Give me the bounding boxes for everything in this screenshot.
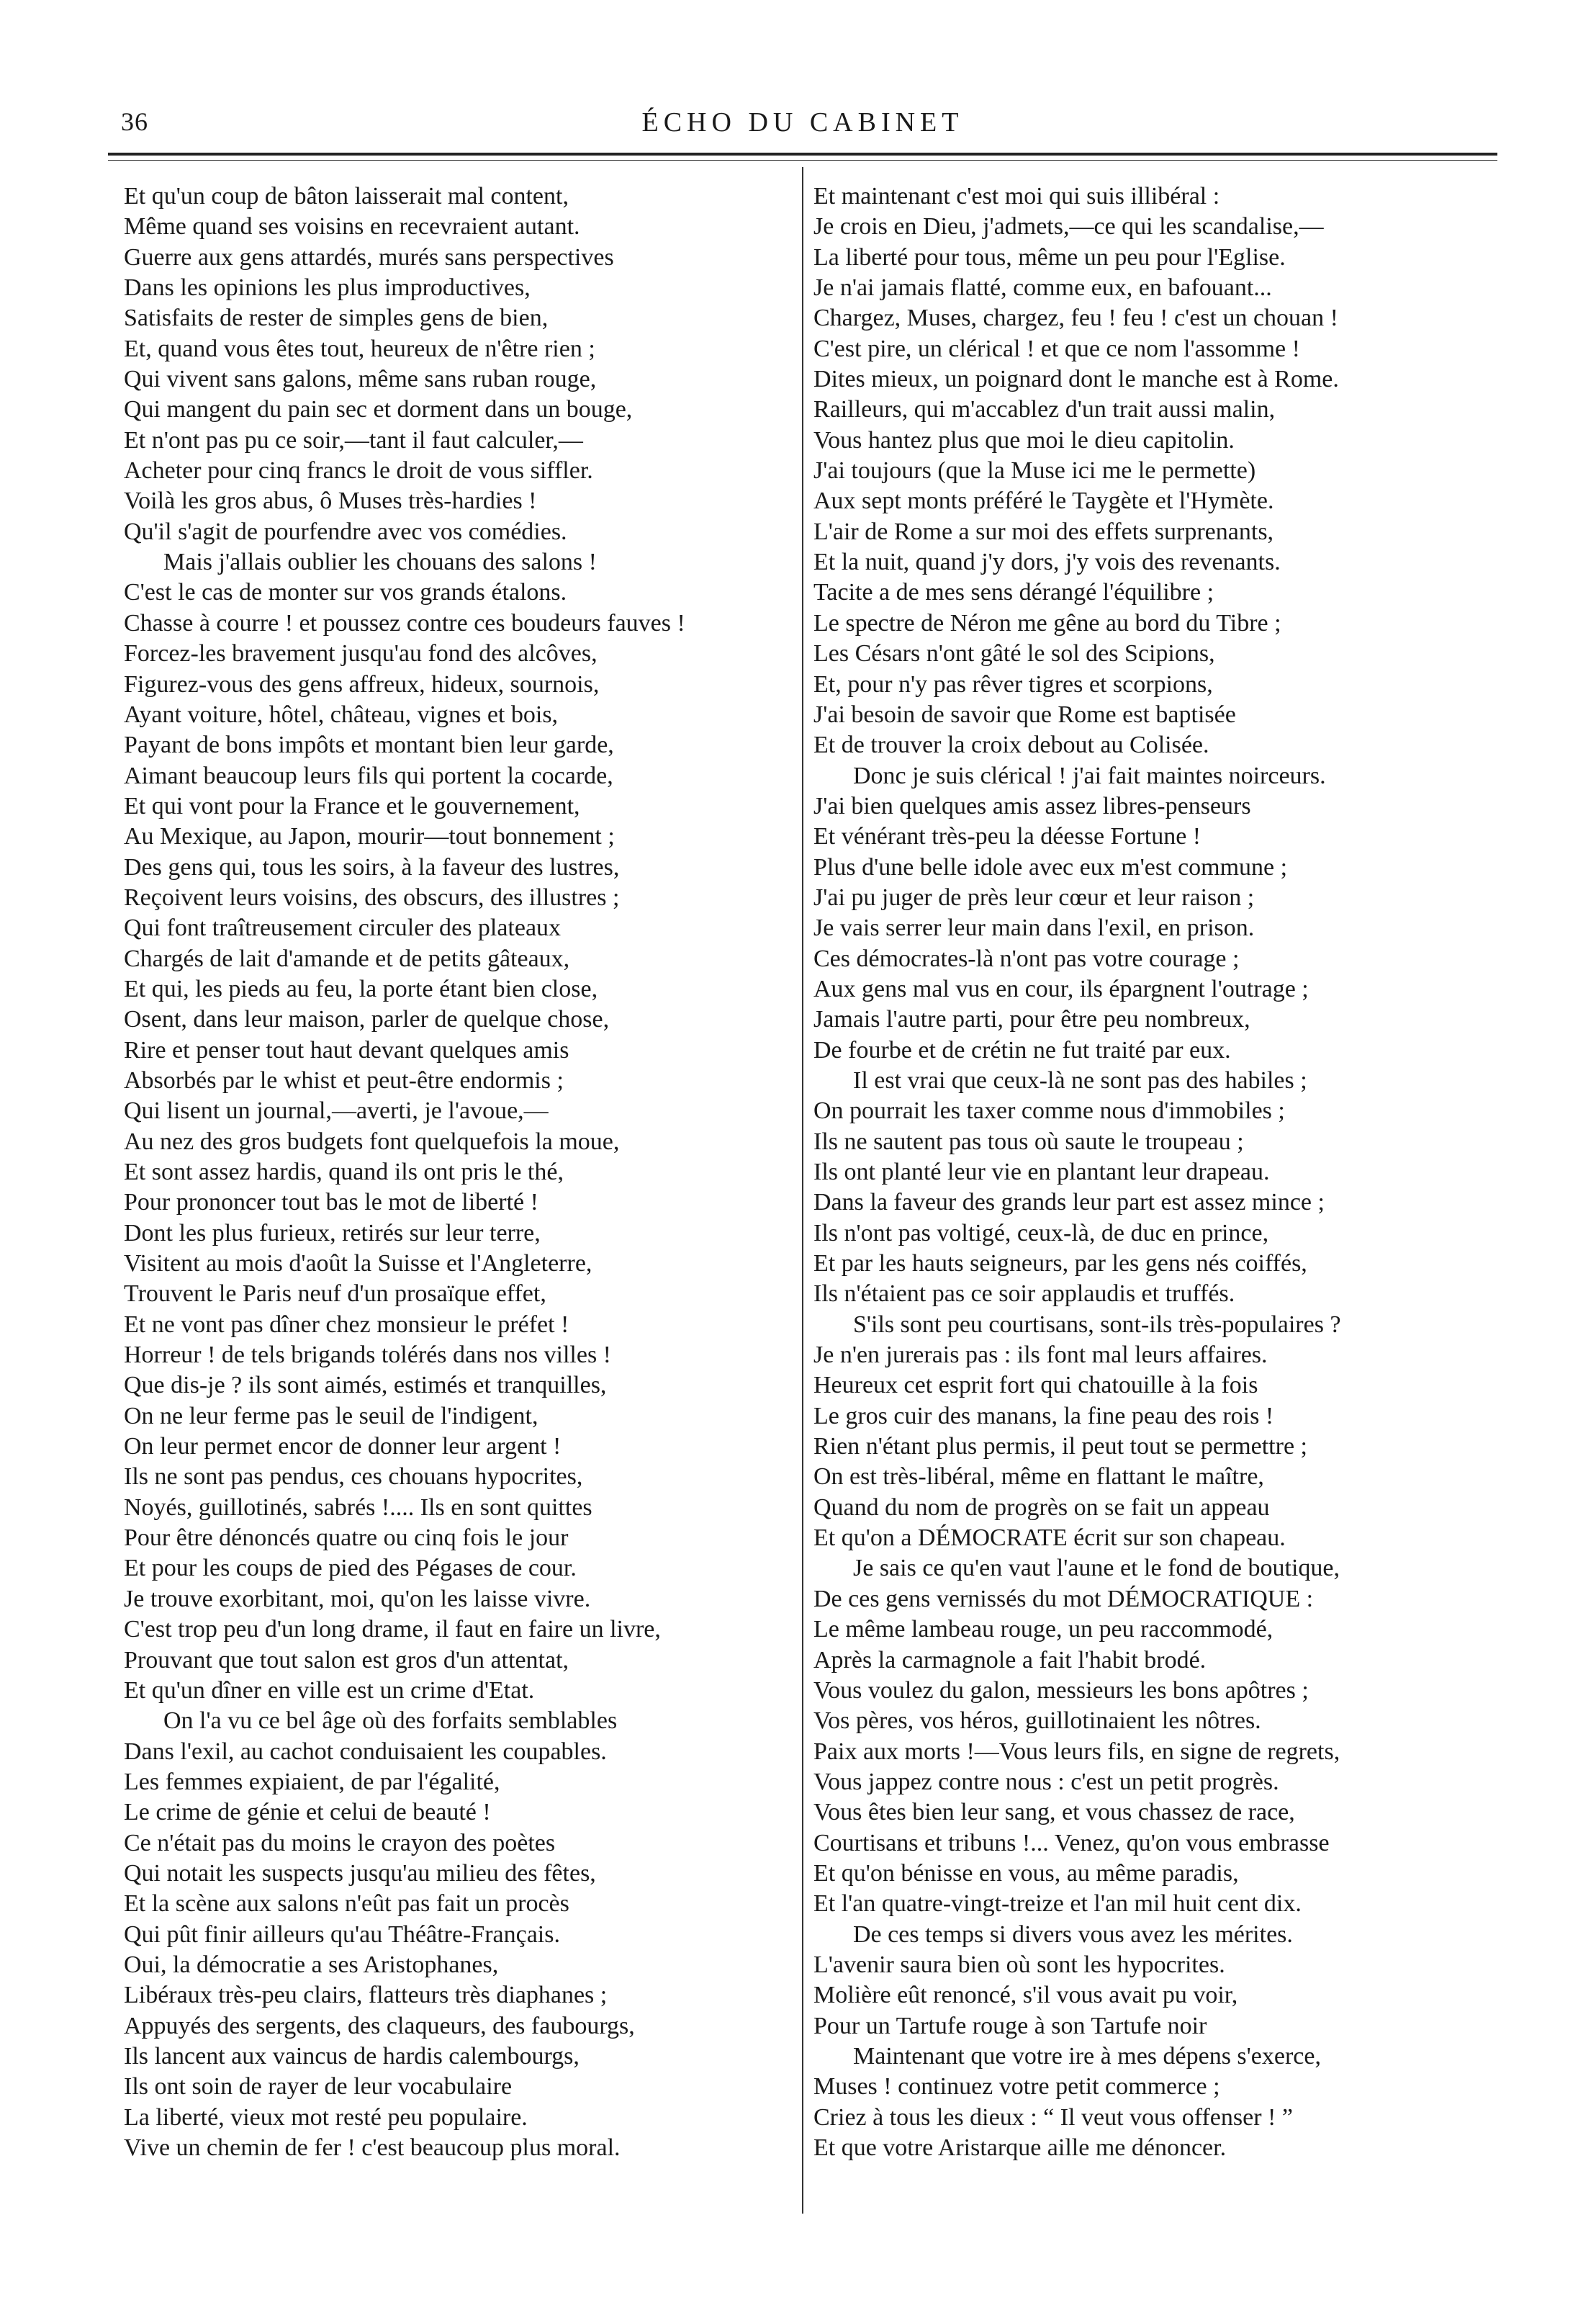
verse-line: Chasse à courre ! et poussez contre ces boudeurs fauves ! [124, 609, 685, 637]
verse-line: Et qu'on bénisse en vous, au même paradis, [813, 1859, 1239, 1887]
verse-line: Et n'ont pas pu ce soir,—tant il faut calculer,— [124, 426, 583, 454]
verse-line: Qu'il s'agit de pourfendre avec vos comédies. [124, 518, 567, 545]
verse-line: Criez à tous les dieux : “ Il veut vous offenser ! ” [813, 2103, 1293, 2131]
verse-line: Et qu'un dîner en ville est un crime d'Etat. [124, 1676, 535, 1704]
verse-line: Noyés, guillotinés, sabrés !.... Ils en sont quittes [124, 1493, 592, 1521]
verse-line: Pour prononcer tout bas le mot de liberté ! [124, 1189, 538, 1216]
verse-line: Et que votre Aristarque aille me dénoncer. [813, 2134, 1227, 2161]
verse-line: Même quand ses voisins en recevraient autant. [124, 213, 580, 241]
verse-line: Je n'en jurerais pas : ils font mal leurs affaires. [813, 1342, 1268, 1369]
verse-line: Quand du nom de progrès on se fait un appeau [813, 1493, 1270, 1521]
verse-line: L'air de Rome a sur moi des effets surprenants, [813, 518, 1274, 545]
verse-line: Dites mieux, un poignard dont le manche est à Rome. [813, 366, 1339, 393]
verse-line: Et vénérant très-peu la déesse Fortune ! [813, 823, 1201, 850]
verse-line: Vos pères, vos héros, guillotinaient les nôtres. [813, 1707, 1261, 1735]
verse-line: Tacite a de mes sens dérangé l'équilibre ; [813, 579, 1214, 606]
verse-line: Maintenant que votre ire à mes dépens s'exerce, [853, 2042, 1321, 2070]
verse-line: Qui vivent sans galons, même sans ruban rouge, [124, 366, 597, 393]
verse-line: Libéraux très-peu clairs, flatteurs très diaphanes ; [124, 1982, 608, 2009]
verse-line: Ils lancent aux vaincus de hardis calembourgs, [124, 2042, 580, 2070]
verse-line: Je n'ai jamais flatté, comme eux, en bafouant... [813, 274, 1272, 302]
verse-line: Les femmes expiaient, de par l'égalité, [124, 1768, 500, 1795]
verse-line: Ayant voiture, hôtel, château, vignes et bois, [124, 701, 559, 728]
verse-line: La liberté, vieux mot resté peu populaire. [124, 2103, 528, 2131]
verse-line: Reçoivent leurs voisins, des obscurs, des illustres ; [124, 884, 620, 911]
verse-line: Je vais serrer leur main dans l'exil, en prison. [813, 915, 1255, 942]
verse-line: Qui notait les suspects jusqu'au milieu des fêtes, [124, 1859, 596, 1887]
verse-line: Et l'an quatre-vingt-treize et l'an mil huit cent dix. [813, 1890, 1302, 1918]
verse-line: Plus d'une belle idole avec eux m'est commune ; [813, 853, 1288, 881]
verse-line: Aux sept monts préféré le Taygète et l'Hymète. [813, 488, 1274, 515]
verse-line: Qui mangent du pain sec et dorment dans un bouge, [124, 396, 633, 423]
verse-line: S'ils sont peu courtisans, sont-ils très-populaires ? [853, 1311, 1341, 1338]
verse-line: Et, quand vous êtes tout, heureux de n'être rien ; [124, 335, 595, 362]
verse-line: Et de trouver la croix debout au Colisée. [813, 732, 1209, 759]
verse-line: De ces temps si divers vous avez les mérites. [853, 1921, 1293, 1948]
verse-line: Dont les plus furieux, retirés sur leur terre, [124, 1219, 541, 1246]
page-number: 36 [121, 107, 148, 136]
verse-line: La liberté pour tous, même un peu pour l'Eglise. [813, 243, 1286, 271]
verse-line: Qui pût finir ailleurs qu'au Théâtre-Français. [124, 1921, 560, 1948]
verse-line: Aux gens mal vus en cour, ils épargnent l'outrage ; [813, 975, 1309, 1002]
verse-line: C'est pire, un clérical ! et que ce nom l'assomme ! [813, 335, 1300, 362]
verse-line: Ils ne sautent pas tous où saute le troupeau ; [813, 1128, 1244, 1155]
verse-line: Je crois en Dieu, j'admets,—ce qui les scandalise,— [813, 213, 1324, 241]
verse-line: Et qu'on a DÉMOCRATE écrit sur son chapeau. [813, 1524, 1286, 1552]
verse-line: Muses ! continuez votre petit commerce ; [813, 2073, 1220, 2101]
verse-line: On ne leur ferme pas le seuil de l'indigent, [124, 1402, 538, 1429]
verse-line: Osent, dans leur maison, parler de quelque chose, [124, 1006, 610, 1033]
verse-line: De fourbe et de crétin ne fut traité par eux. [813, 1036, 1231, 1064]
verse-line: Horreur ! de tels brigands tolérés dans nos villes ! [124, 1342, 611, 1369]
verse-line: J'ai besoin de savoir que Rome est baptisée [813, 701, 1236, 728]
verse-line: Railleurs, qui m'accablez d'un trait aussi malin, [813, 396, 1276, 423]
verse-line: Au Mexique, au Japon, mourir—tout bonnement ; [124, 823, 615, 850]
column-divider [802, 167, 803, 2214]
verse-line: Le spectre de Néron me gêne au bord du Tibre ; [813, 609, 1281, 637]
verse-line: Forcez-les bravement jusqu'au fond des alcôves, [124, 640, 598, 668]
verse-line: Acheter pour cinq francs le droit de vous siffler. [124, 457, 593, 485]
verse-line: Rien n'étant plus permis, il peut tout se permettre ; [813, 1433, 1307, 1460]
verse-line: Le même lambeau rouge, un peu raccommodé, [813, 1616, 1273, 1643]
verse-line: J'ai pu juger de près leur cœur et leur raison ; [813, 884, 1255, 911]
verse-line: Ils ne sont pas pendus, ces chouans hypocrites, [124, 1463, 583, 1491]
verse-line: Et ne vont pas dîner chez monsieur le préfet ! [124, 1311, 569, 1338]
verse-line: On leur permet encor de donner leur argent ! [124, 1433, 562, 1460]
verse-line: Le gros cuir des manans, la fine peau des rois ! [813, 1402, 1274, 1429]
verse-line: Et sont assez hardis, quand ils ont pris le thé, [124, 1159, 564, 1185]
verse-line: Visitent au mois d'août la Suisse et l'Angleterre, [124, 1250, 592, 1277]
verse-line: Trouvent le Paris neuf d'un prosaïque effet, [124, 1280, 546, 1308]
verse-line: Et qui, les pieds au feu, la porte étant bien close, [124, 975, 598, 1002]
verse-line: Après la carmagnole a fait l'habit brodé. [813, 1646, 1207, 1674]
verse-line: L'avenir saura bien où sont les hypocrites. [813, 1951, 1225, 1978]
verse-line: Mais j'allais oublier les chouans des salons ! [163, 549, 597, 576]
verse-line: Vous êtes bien leur sang, et vous chassez de race, [813, 1799, 1295, 1826]
verse-line: J'ai bien quelques amis assez libres-penseurs [813, 792, 1251, 819]
verse-line: Molière eût renoncé, s'il vous avait pu voir, [813, 1982, 1238, 2009]
verse-line: Des gens qui, tous les soirs, à la faveur des lustres, [124, 853, 620, 881]
verse-line: Jamais l'autre parti, pour être peu nombreux, [813, 1006, 1250, 1033]
verse-line: Le crime de génie et celui de beauté ! [124, 1799, 491, 1826]
verse-line: J'ai toujours (que la Muse ici me le permette) [813, 457, 1256, 485]
verse-line: Ce n'était pas du moins le crayon des poètes [124, 1829, 556, 1856]
verse-line: Et pour les coups de pied des Pégases de cour. [124, 1555, 577, 1582]
verse-line: Et la scène aux salons n'eût pas fait un procès [124, 1890, 569, 1918]
verse-line: Pour être dénoncés quatre ou cinq fois le jour [124, 1524, 569, 1552]
verse-line: Je sais ce qu'en vaut l'aune et le fond de boutique, [853, 1555, 1340, 1582]
verse-line: Courtisans et tribuns !... Venez, qu'on vous embrasse [813, 1829, 1330, 1856]
verse-line: Il est vrai que ceux-là ne sont pas des habiles ; [853, 1066, 1307, 1094]
verse-line: Oui, la démocratie a ses Aristophanes, [124, 1951, 499, 1978]
verse-line: Ils ont soin de rayer de leur vocabulaire [124, 2073, 513, 2101]
verse-line: Figurez-vous des gens affreux, hideux, sournois, [124, 670, 600, 698]
verse-line: Absorbés par le whist et peut-être endormis ; [124, 1066, 564, 1094]
verse-line: Qui font traîtreusement circuler des plateaux [124, 915, 562, 942]
verse-line: Aimant beaucoup leurs fils qui portent la cocarde, [124, 762, 613, 789]
verse-line: Prouvant que tout salon est gros d'un attentat, [124, 1646, 569, 1674]
verse-line: Au nez des gros budgets font quelquefois la moue, [124, 1128, 620, 1155]
verse-line: Chargés de lait d'amande et de petits gâteaux, [124, 945, 570, 972]
verse-line: On l'a vu ce bel âge où des forfaits semblables [163, 1707, 618, 1735]
verse-line: On pourrait les taxer comme nous d'immobiles ; [813, 1097, 1285, 1125]
verse-line: Et maintenant c'est moi qui suis illibéral : [813, 183, 1220, 210]
verse-line: C'est le cas de monter sur vos grands étalons. [124, 579, 567, 606]
header-rule-thick [108, 153, 1497, 156]
verse-line: Et qui vont pour la France et le gouvernement, [124, 792, 580, 819]
verse-line: Dans l'exil, au cachot conduisaient les coupables. [124, 1738, 607, 1765]
verse-line: Vous voulez du galon, messieurs les bons apôtres ; [813, 1676, 1309, 1704]
right-column [813, 181, 1487, 2163]
verse-line: Que dis-je ? ils sont aimés, estimés et tranquilles, [124, 1372, 607, 1399]
verse-line: Ils n'étaient pas ce soir applaudis et truffés. [813, 1280, 1235, 1308]
verse-line: Et, pour n'y pas rêver tigres et scorpions, [813, 670, 1213, 698]
verse-line: Guerre aux gens attardés, murés sans perspectives [124, 243, 614, 271]
verse-line: Ces démocrates-là n'ont pas votre courage ; [813, 945, 1240, 972]
verse-line: Dans la faveur des grands leur part est assez mince ; [813, 1189, 1325, 1216]
verse-line: Heureux cet esprit fort qui chatouille à la fois [813, 1372, 1258, 1399]
verse-line: Paix aux morts !—Vous leurs fils, en signe de regrets, [813, 1738, 1340, 1765]
verse-line: Voilà les gros abus, ô Muses très-hardies ! [124, 488, 537, 515]
verse-line: Chargez, Muses, chargez, feu ! feu ! c'est un chouan ! [813, 305, 1338, 332]
verse-line: Vive un chemin de fer ! c'est beaucoup plus moral. [124, 2134, 621, 2161]
verse-line: C'est trop peu d'un long drame, il faut en faire un livre, [124, 1616, 661, 1643]
verse-line: Vous hantez plus que moi le dieu capitolin. [813, 426, 1235, 454]
verse-line: Donc je suis clérical ! j'ai fait maintes noirceurs. [853, 762, 1326, 789]
page-header [108, 107, 1497, 143]
verse-line: Dans les opinions les plus improductives, [124, 274, 531, 302]
verse-line: Ils ont planté leur vie en plantant leur drapeau. [813, 1159, 1270, 1185]
verse-line: Qui lisent un journal,—averti, je l'avoue,— [124, 1097, 549, 1125]
header-rule-thin [108, 160, 1497, 161]
running-title: ÉCHO DU CABINET [641, 107, 964, 138]
left-column [124, 181, 790, 2163]
verse-line: Vous jappez contre nous : c'est un petit progrès. [813, 1768, 1279, 1795]
verse-line: Satisfaits de rester de simples gens de bien, [124, 305, 549, 332]
verse-line: Ils n'ont pas voltigé, ceux-là, de duc en prince, [813, 1219, 1269, 1246]
verse-line: Je trouve exorbitant, moi, qu'on les laisse vivre. [124, 1585, 591, 1612]
verse-line: Payant de bons impôts et montant bien leur garde, [124, 732, 614, 759]
verse-line: On est très-libéral, même en flattant le maître, [813, 1463, 1264, 1491]
verse-line: De ces gens vernissés du mot DÉMOCRATIQUE : [813, 1585, 1314, 1612]
verse-line: Appuyés des sergents, des claqueurs, des faubourgs, [124, 2012, 635, 2039]
verse-line: Pour un Tartufe rouge à son Tartufe noir [813, 2012, 1207, 2039]
verse-line: Rire et penser tout haut devant quelques amis [124, 1036, 569, 1064]
verse-line: Et par les hauts seigneurs, par les gens nés coiffés, [813, 1250, 1307, 1277]
verse-line: Les Césars n'ont gâté le sol des Scipions, [813, 640, 1215, 668]
verse-line: Et qu'un coup de bâton laisserait mal content, [124, 183, 569, 210]
verse-line: Et la nuit, quand j'y dors, j'y vois des revenants. [813, 549, 1281, 576]
